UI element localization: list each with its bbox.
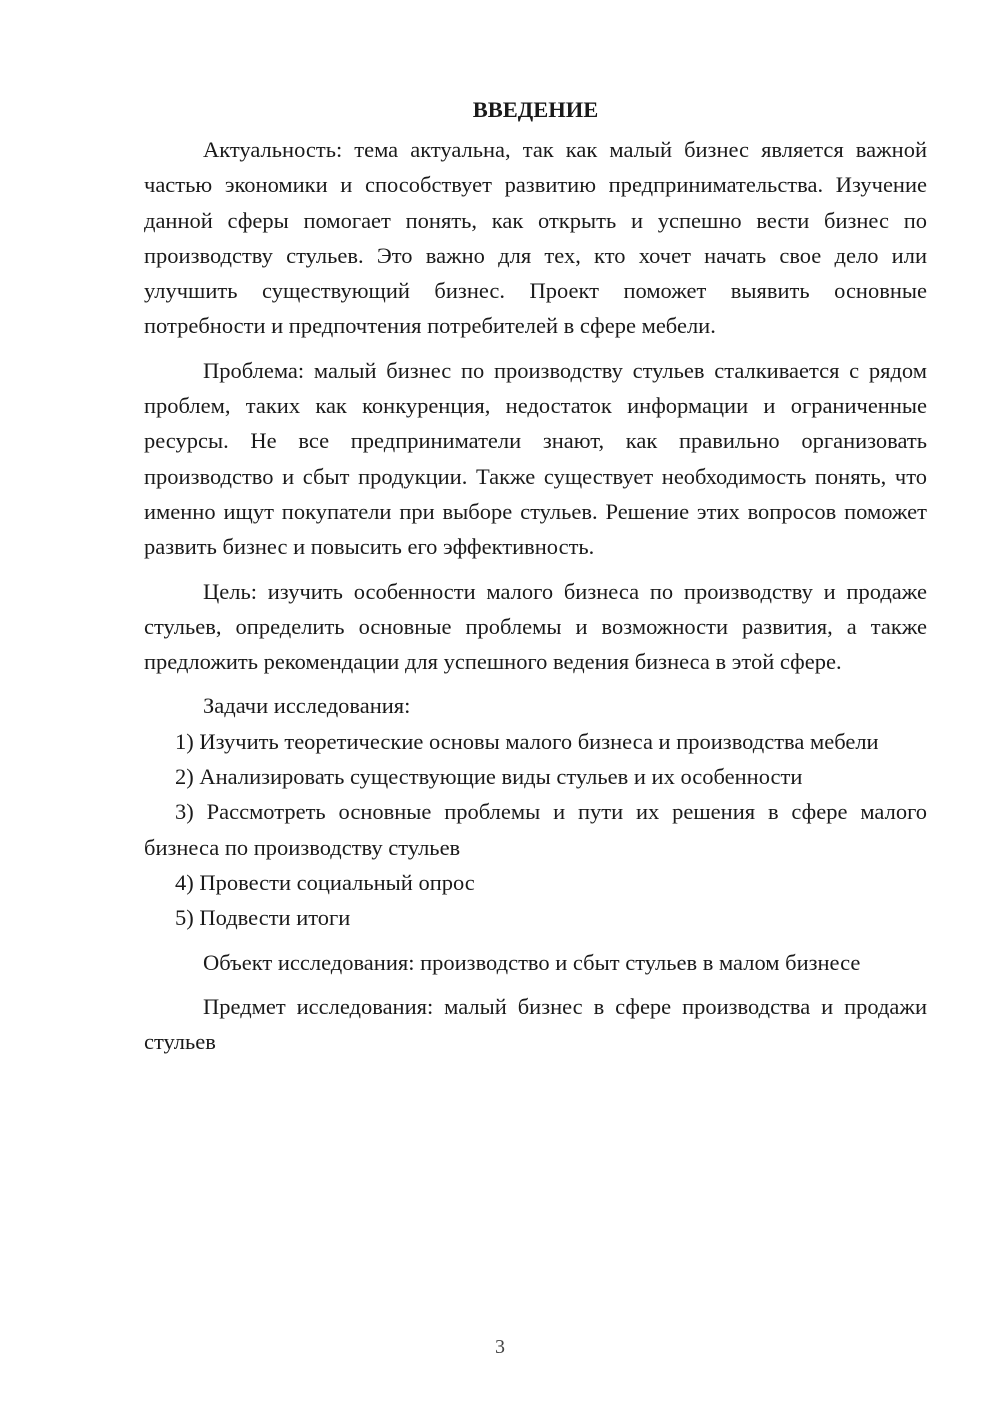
task-item-3: 3) Рассмотреть основные проблемы и пути их решения в сфере малого бизнеса по производству стульев (144, 799, 927, 860)
page-number: 3 (495, 1336, 505, 1358)
task-item-5: 5) Подвести итоги (175, 905, 351, 931)
relevance-paragraph: Актуальность: тема актуальна, так как малый бизнес является важной частью экономики и способствует развитию предпринимательства. Изучение данной сферы помогает понять, как открыть и успешно вести бизнес по производству стульев. Это важно для тех, кто хочет начать свое дело или улучшить существующий бизнес. Проект поможет выявить основные потребности и предпочтения потребителей в сфере мебели. (144, 137, 927, 339)
section-title: ВВЕДЕНИЕ (472, 97, 599, 122)
task-item-4: 4) Провести социальный опрос (175, 869, 475, 895)
page-content (144, 92, 927, 1059)
task-item-2: 2) Анализировать существующие виды стульев и их особенности (175, 764, 803, 790)
tasks-heading: Задачи исследования: (203, 693, 411, 719)
task-item-1: 1) Изучить теоретические основы малого бизнеса и производства мебели (175, 728, 879, 754)
subject-paragraph: Предмет исследования: малый бизнес в сфере производства и продажи стульев (144, 993, 927, 1055)
problem-paragraph: Проблема: малый бизнес по производству стульев сталкивается с рядом проблем, таких как конкуренция, недостаток информации и ограниченные ресурсы. Не все предприниматели знают, как правильно организовать производство и сбыт продукции. Также существует необходимость понять, что именно ищут покупатели при выборе стульев. Решение этих вопросов поможет развить бизнес и повысить его эффективность. (144, 357, 927, 560)
goal-paragraph: Цель: изучить особенности малого бизнеса по производству и продаже стульев, определить основные проблемы и возможности развития, а также предложить рекомендации для успешного ведения бизнеса в этой сфере. (144, 578, 927, 675)
object-paragraph: Объект исследования: производство и сбыт стульев в малом бизнесе (203, 949, 861, 975)
